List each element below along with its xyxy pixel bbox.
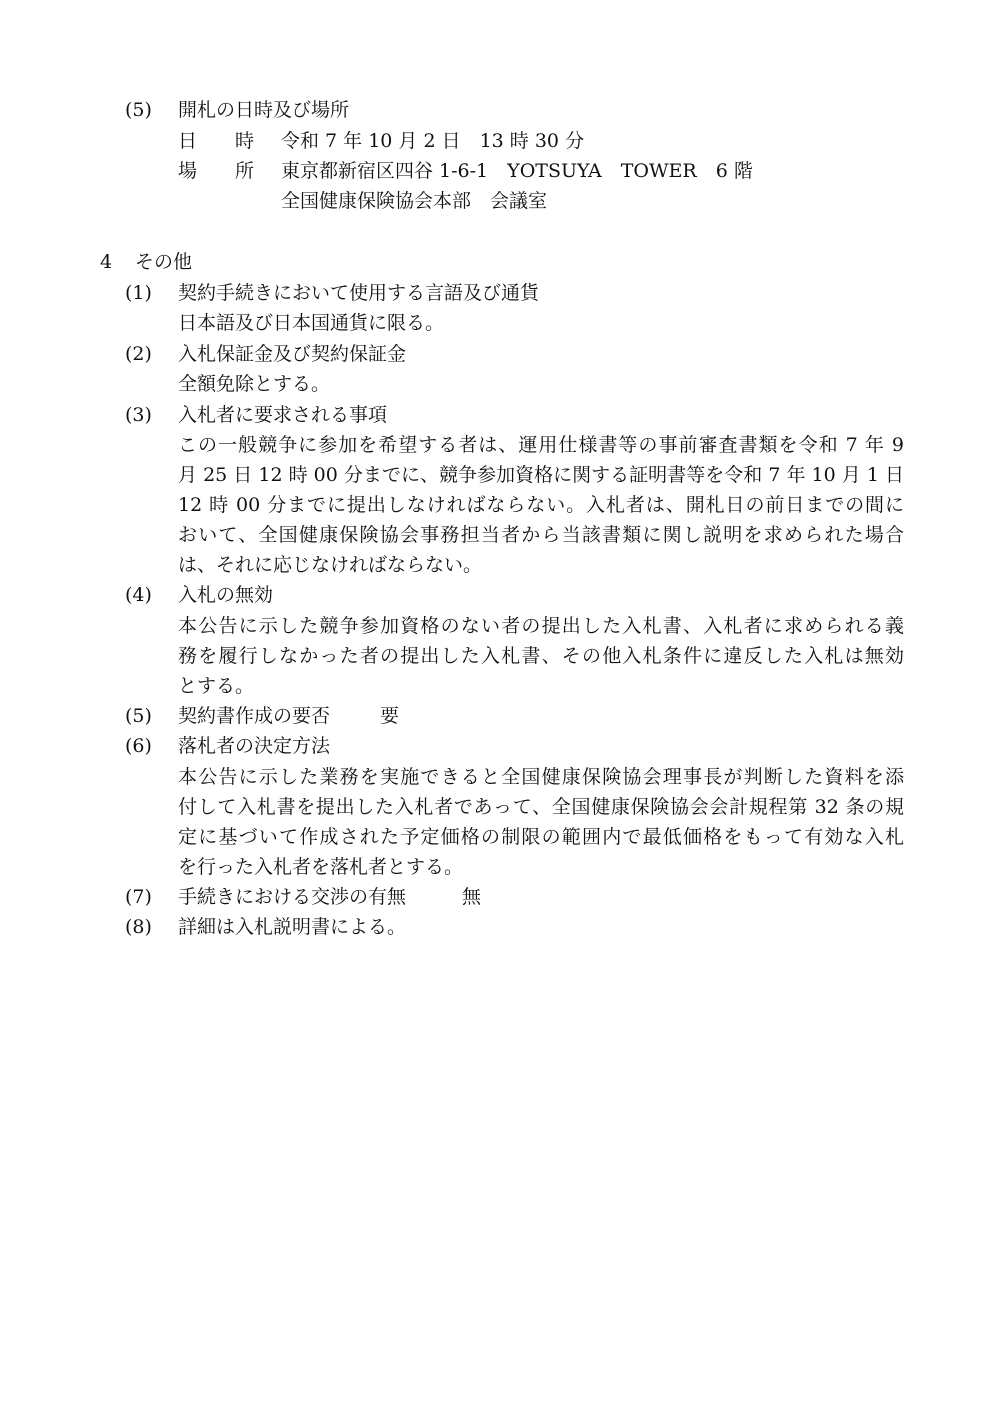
item-heading: 入札保証金及び契約保証金 xyxy=(178,343,407,365)
datetime-value: 令和 7 年 10 月 2 日 13 時 30 分 xyxy=(281,130,585,152)
item-heading: 開札の日時及び場所 xyxy=(178,99,350,121)
item-number: (2) xyxy=(125,343,152,365)
item-heading: 契約書作成の要否 xyxy=(178,705,331,727)
item-number: (5) xyxy=(125,705,152,727)
item-body-line: は、それに応じなければならない。 xyxy=(178,554,483,576)
item-value: 要 xyxy=(380,705,400,727)
item-body-line: 12 時 00 分までに提出しなければならない。入札者は、開札日の前日までの間に xyxy=(178,494,904,516)
item-heading: 手続きにおける交渉の有無 xyxy=(178,886,407,908)
section-number: 4 xyxy=(100,251,113,273)
item-body-line: 日本語及び日本国通貨に限る。 xyxy=(178,312,445,334)
item-body-line: 月 25 日 12 時 00 分までに、競争参加資格に関する証明書等を令和 7 年 10 月 1 日 xyxy=(178,464,904,486)
item-number: (3) xyxy=(125,404,152,426)
item-body-line: 本公告に示した業務を実施できると全国健康保険協会理事長が判断した資料を添 xyxy=(178,766,904,788)
item-body-line: この一般競争に参加を希望する者は、運用仕様書等の事前審査書類を令和 7 年 9 xyxy=(178,434,904,456)
item-heading: 契約手続きにおいて使用する言語及び通貨 xyxy=(178,282,540,304)
item-heading: 入札者に要求される事項 xyxy=(178,404,388,426)
item-body-line: おいて、全国健康保険協会事務担当者から当該書類に関し説明を求められた場合 xyxy=(178,524,904,546)
item-body-line: 付して入札書を提出した入札者であって、全国健康保険協会会計規程第 32 条の規 xyxy=(178,796,904,818)
item-number: (1) xyxy=(125,282,152,304)
section-heading: その他 xyxy=(135,251,193,273)
item-number: (5) xyxy=(125,99,152,121)
item-value: 無 xyxy=(462,886,482,908)
item-number: (6) xyxy=(125,735,152,757)
item-body-line: を行った入札者を落札者とする。 xyxy=(178,856,464,878)
item-heading: 入札の無効 xyxy=(178,584,274,606)
item-body-line: 定に基づいて作成された予定価格の制限の範囲内で最低価格をもって有効な入札 xyxy=(178,826,904,848)
item-heading: 詳細は入札説明書による。 xyxy=(178,916,407,938)
item-body-line: 全額免除とする。 xyxy=(178,373,331,395)
item-number: (7) xyxy=(125,886,152,908)
item-body-line: とする。 xyxy=(178,675,255,697)
item-number: (8) xyxy=(125,916,152,938)
item-body-line: 務を履行しなかった者の提出した入札書、その他入札条件に違反した入札は無効 xyxy=(178,645,904,667)
item-number: (4) xyxy=(125,584,152,606)
item-heading: 落札者の決定方法 xyxy=(178,735,331,757)
item-body-line: 本公告に示した競争参加資格のない者の提出した入札書、入札者に求められる義 xyxy=(178,615,904,637)
datetime-label: 日 時 xyxy=(178,130,255,152)
place-label: 場 所 xyxy=(178,160,255,182)
place-value: 東京都新宿区四谷 1-6-1 YOTSUYA TOWER 6 階 xyxy=(281,160,753,182)
place-value-room: 全国健康保険協会本部 会議室 xyxy=(281,190,548,212)
